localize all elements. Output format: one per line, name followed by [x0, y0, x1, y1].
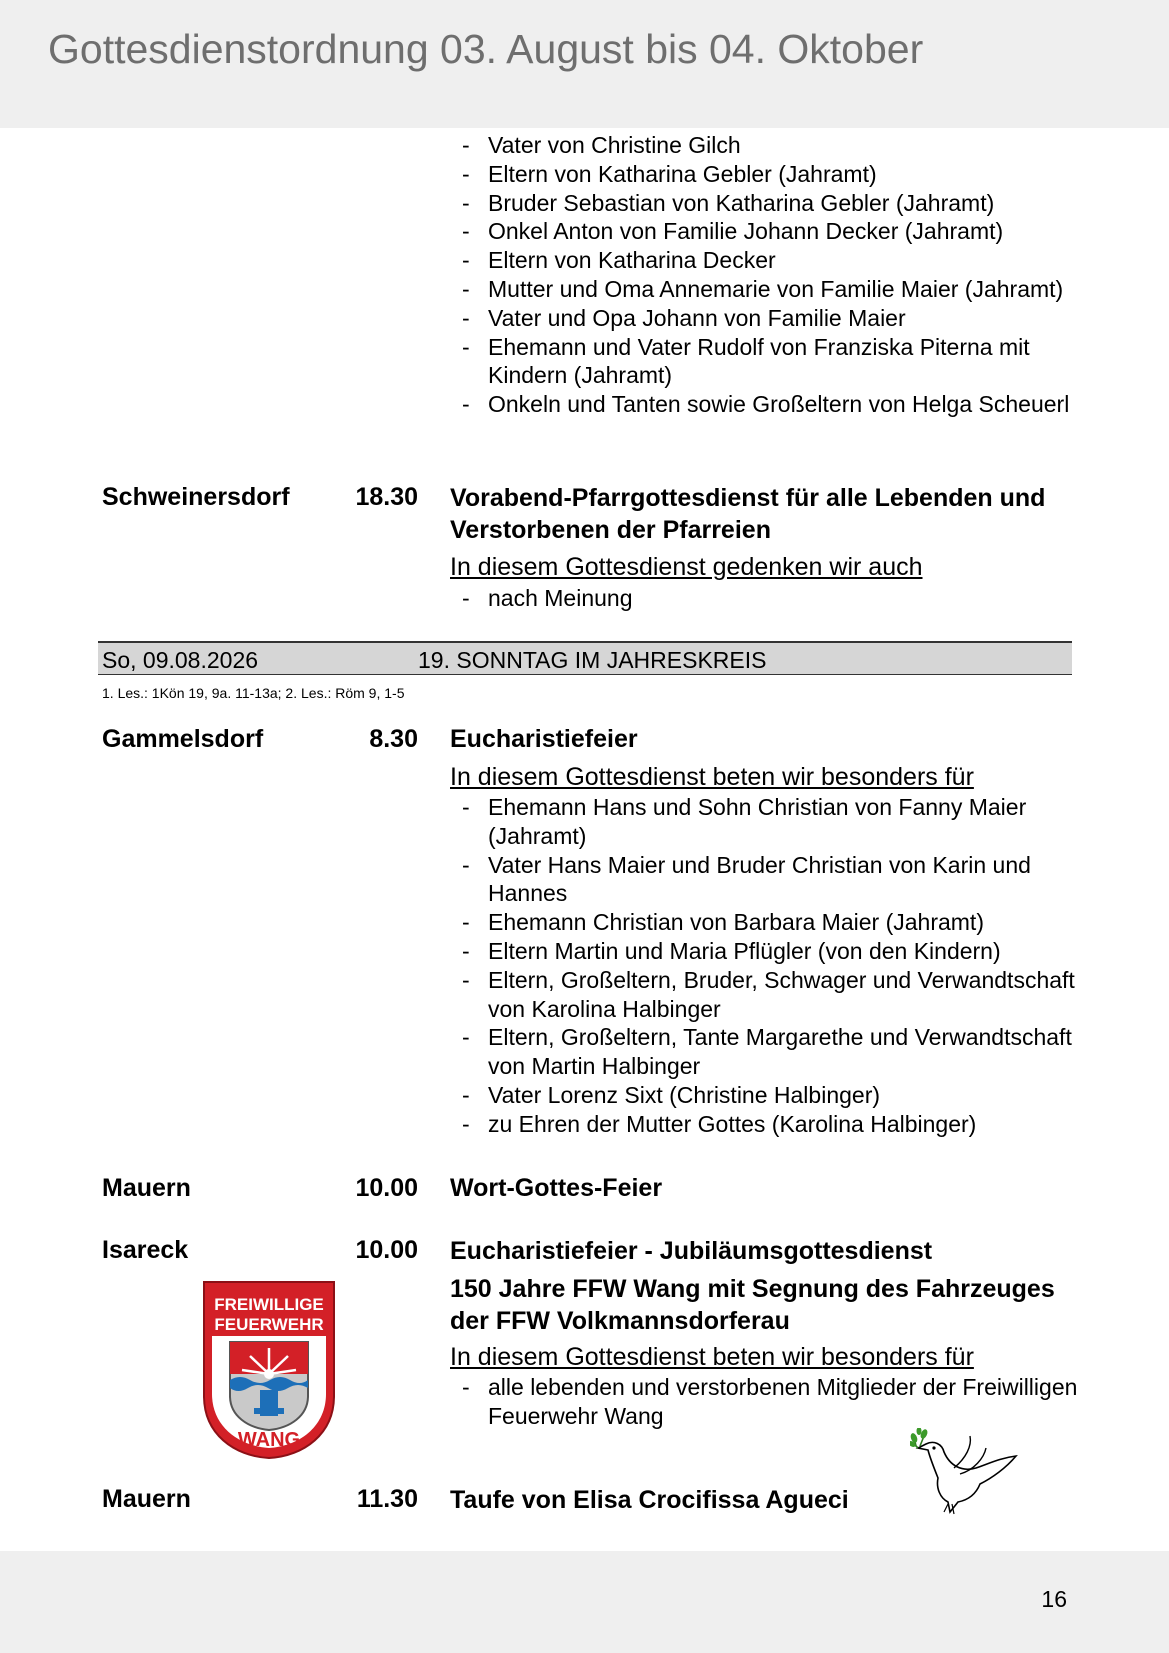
list-item: - zu Ehren der Mutter Gottes (Karolina Halbinger) — [462, 1110, 977, 1137]
readings: 1. Les.: 1Kön 19, 9a. 11-13a; 2. Les.: Röm 9, 1-5 — [102, 685, 405, 701]
list-item: - Mutter und Oma Annemarie von Familie Maier (Jahramt) — [462, 275, 1064, 302]
service-place: Mauern — [102, 1485, 191, 1513]
service-title: Vorabend-Pfarrgottesdienst für alle Lebenden und Verstorbenen der Pfarreien — [450, 484, 1046, 544]
badge-line-2: FEUERWEHR — [214, 1315, 324, 1334]
intention-intro: In diesem Gottesdienst beten wir besonders für — [450, 1343, 974, 1371]
service-time: 11.30 — [356, 1485, 418, 1513]
service-place: Isareck — [102, 1236, 189, 1264]
intention-list-continued — [462, 131, 1082, 419]
service-title: Taufe von Elisa Crocifissa Agueci — [450, 1486, 849, 1514]
service-title: Eucharistiefeier — [450, 725, 638, 753]
list-item: - Ehemann Christian von Barbara Maier (Jahramt) — [462, 909, 984, 936]
service-time: 10.00 — [355, 1174, 418, 1202]
badge-line-1: FREIWILLIGE — [214, 1295, 324, 1314]
day-header — [98, 641, 1072, 675]
list-item: - Eltern von Katharina Gebler (Jahramt) — [462, 160, 877, 187]
list-item: - Vater und Opa Johann von Familie Maier — [462, 304, 906, 331]
service-place: Schweinersdorf — [102, 483, 290, 511]
service-time: 18.30 — [355, 483, 418, 511]
list-item: - Eltern, Großeltern, Tante Margarethe und Verwandtschaft von Martin Halbinger — [462, 1024, 1072, 1080]
list-item: - Eltern von Katharina Decker — [462, 247, 776, 274]
fire-brigade-badge-icon — [200, 1278, 338, 1462]
intention-list — [462, 1373, 1082, 1431]
list-item: - Bruder Sebastian von Katharina Gebler (Jahramt) — [462, 189, 995, 216]
page-footer — [0, 1551, 1169, 1653]
list-item: - Onkel Anton von Familie Johann Decker (Jahramt) — [462, 218, 1004, 245]
list-item: - Vater Hans Maier und Bruder Christian von Karin und Hannes — [462, 851, 1031, 907]
list-item: - Ehemann und Vater Rudolf von Franziska Piterna mit Kindern (Jahramt) — [462, 333, 1030, 389]
list-item: - Vater von Christine Gilch — [462, 132, 741, 158]
day-name: 19. SONNTAG IM JAHRESKREIS — [418, 647, 767, 673]
dove-icon — [910, 1428, 1020, 1518]
day-date: So, 09.08.2026 — [102, 647, 259, 673]
page-header — [0, 0, 1169, 128]
intention-list — [462, 584, 1082, 613]
list-item: - Ehemann Hans und Sohn Christian von Fanny Maier (Jahramt) — [462, 794, 1027, 849]
service-place: Mauern — [102, 1174, 191, 1202]
badge-line-3: WANG — [237, 1429, 301, 1451]
list-item: - Vater Lorenz Sixt (Christine Halbinger) — [462, 1081, 881, 1108]
intention-intro: In diesem Gottesdienst beten wir besonders für — [450, 763, 974, 791]
intention-list — [462, 793, 1082, 1139]
page-number: 16 — [1041, 1586, 1067, 1612]
service-subtitle: 150 Jahre FFW Wang mit Segnung des Fahrzeuges der FFW Volkmannsdorferau — [450, 1275, 1055, 1335]
service-title: Eucharistiefeier - Jubiläumsgottesdienst — [450, 1237, 933, 1265]
list-item: - Eltern Martin und Maria Pflügler (von den Kindern) — [462, 937, 1001, 964]
intention-intro: In diesem Gottesdienst gedenken wir auch — [450, 553, 923, 581]
service-place: Gammelsdorf — [102, 725, 264, 753]
list-item: - alle lebenden und verstorbenen Mitglieder der Freiwilligen Feuerwehr Wang — [462, 1374, 1078, 1429]
list-item: - nach Meinung — [462, 585, 633, 611]
service-time: 8.30 — [369, 725, 418, 753]
service-title: Wort-Gottes-Feier — [450, 1174, 663, 1202]
list-item: - Onkeln und Tanten sowie Großeltern von Helga Scheuerl — [462, 391, 1070, 418]
service-time: 10.00 — [355, 1236, 418, 1264]
page-title: Gottesdienstordnung 03. August bis 04. Oktober — [48, 26, 924, 72]
list-item: - Eltern, Großeltern, Bruder, Schwager und Verwandtschaft von Karolina Halbinger — [462, 966, 1075, 1022]
